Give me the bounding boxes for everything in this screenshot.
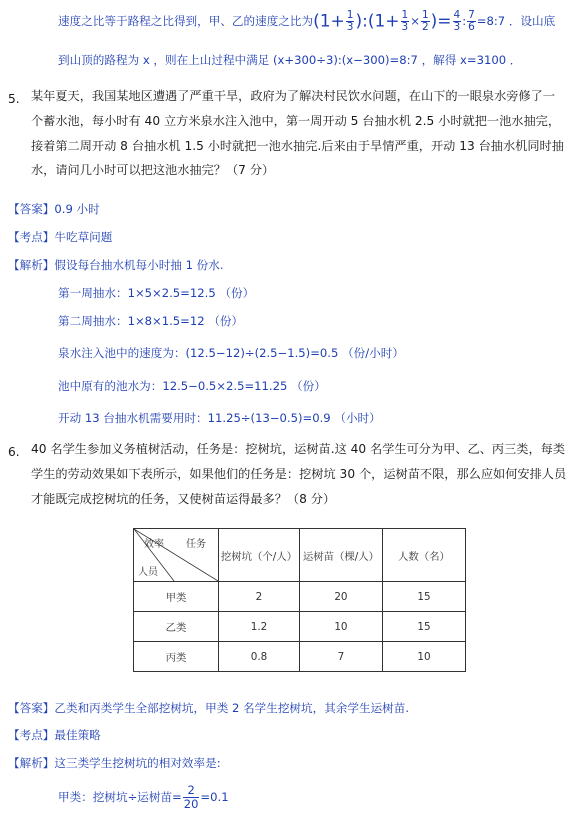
table-row (134, 642, 466, 672)
question-number: 6. (8, 445, 20, 459)
fraction: $\frac{1}{3}$ (401, 9, 409, 33)
solution-step: 甲类：挖树坑÷运树苗= $\frac{2}{20}$ =0.1 (58, 783, 229, 811)
answer-line: 【答案】乙类和丙类学生全部挖树坑，甲类 2 名学生挖树坑，其余学生运树苗. (8, 701, 410, 715)
analysis-line: 【解析】这三类学生挖树坑的相对效率是: (8, 756, 221, 770)
table-cell: 10 (299, 612, 382, 642)
solution-continuation-line-2: 到山顶的路程为 x ，则在上山过程中满足 (x+300÷3):(x−300)=8:7 ，解得 x=3100 ． (58, 53, 522, 67)
table-header-cell: 挖树坑（个/人） (219, 529, 300, 582)
fraction: $\frac{1}{3}$ (346, 9, 354, 33)
corner-label-top: 效率 (144, 539, 164, 550)
solution-step: 池中原有的池水为：12.5−0.5×2.5=11.25 （份） (58, 379, 326, 393)
table-header-cell: 运树苗（棵/人） (299, 529, 382, 582)
question-text: 40 名学生参加义务植树活动，任务是：挖树坑，运树苗.这 40 名学生可分为甲、乙、丙三类，每类学生的劳动效果如下表所示，如果他们的任务是：挖树坑 30 个，运树苗不限，那么应如何安排人员才能既完成挖树坑的任务，又使树苗运得最多？（8 分） (31, 442, 567, 506)
fraction: $\frac{1}{2}$ (421, 9, 429, 33)
answer-line: 【答案】0.9 小时 (8, 202, 100, 216)
solution-step: 泉水注入池中的速度为：(12.5−12)÷(2.5−1.5)=0.5 （份/小时） (58, 346, 404, 360)
table-cell: 丙类 (134, 642, 219, 672)
table-row (134, 582, 466, 612)
corner-label-bottom: 人员 (138, 567, 158, 578)
fraction: $\frac{4}{3}$ (453, 9, 461, 33)
question-number: 5. (8, 92, 20, 106)
solution-continuation-line-1: 速度之比等于路程之比得到，甲、乙的速度之比为(1+ $\frac{1}{3}$ ):(1+ $\frac{1}{3}$ × $\frac{1}{2}$ )= $\frac{4}{3}$ : $\frac{7}{6}$ =8:7 ．设山底 (58, 9, 556, 33)
knowledge-point-line: 【考点】牛吃草问题 (8, 230, 113, 244)
solution-step: 开动 13 台抽水机需要用时：11.25÷(13−0.5)=0.9 （小时） (58, 411, 381, 425)
table-cell: 甲类 (134, 582, 219, 612)
table-corner-cell (134, 529, 219, 582)
solution-step: 第二周抽水：1×8×1.5=12 （份） (58, 314, 244, 328)
table-cell: 7 (299, 642, 382, 672)
table-cell: 乙类 (134, 612, 219, 642)
knowledge-point-line: 【考点】最佳策略 (8, 728, 101, 742)
table-cell: 2 (219, 582, 300, 612)
table-cell: 1.2 (219, 612, 300, 642)
table-header-row (134, 529, 466, 582)
table-cell: 20 (299, 582, 382, 612)
corner-label-right: 任务 (186, 539, 206, 550)
table-row (134, 612, 466, 642)
table-header-cell: 人数（名） (382, 529, 465, 582)
efficiency-table (133, 528, 466, 672)
table-cell: 10 (382, 642, 465, 672)
table-cell: 15 (382, 582, 465, 612)
fraction: $\frac{7}{6}$ (468, 9, 475, 33)
question-text: 某年夏天，我国某地区遭遇了严重干旱，政府为了解决村民饮水问题，在山下的一眼泉水旁修了一个蓄水池，每小时有 40 立方米泉水注入池中，第一周开动 5 台抽水机 2.5 小时就把一池水抽完，接着第二周开动 8 台抽水机 1.5 小时就把一池水抽完.后来由于旱情严重，开动 13 台抽水机同时抽水，请问几小时可以把这池水抽完？（7 分） (31, 89, 564, 178)
table-cell: 15 (382, 612, 465, 642)
analysis-line: 【解析】假设每台抽水机每小时抽 1 份水. (8, 258, 224, 272)
solution-step: 第一周抽水：1×5×2.5=12.5 （份） (58, 286, 255, 300)
fraction: $\frac{2}{20}$ (183, 783, 199, 811)
table-cell: 0.8 (219, 642, 300, 672)
